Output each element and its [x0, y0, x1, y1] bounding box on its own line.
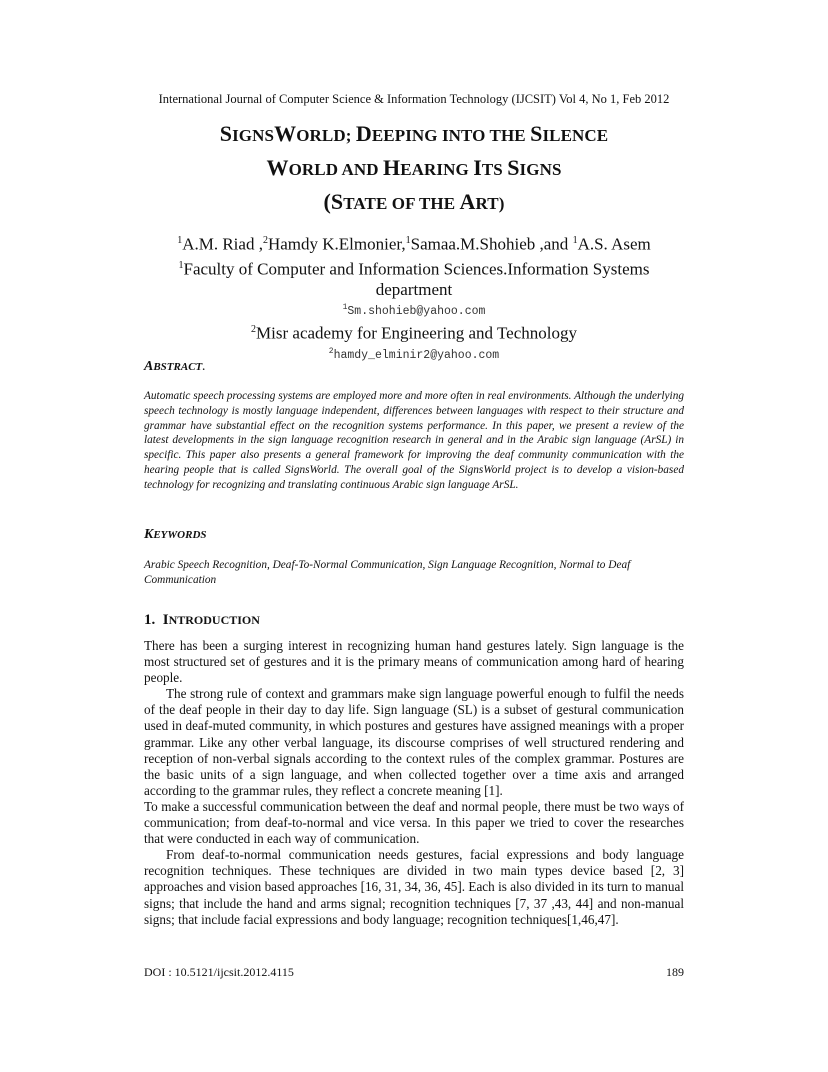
keywords-heading: KEYWORDS — [144, 527, 207, 542]
affiliation-1-continued: department — [375, 280, 453, 300]
title-line-3: (STATE OF THE ART) — [323, 189, 505, 214]
paper-title — [0, 118, 828, 220]
doi: DOI : 10.5121/ijcsit.2012.4115 — [144, 965, 294, 979]
affiliation-2: $^2$Misr academy for Engineering and Technology — [251, 323, 577, 343]
abstract-text: Automatic speech processing systems are employed more and more often in real environments. Although the underlying speech technology is mostly language independent, differences between languages with respect to their structure and grammar have substantial effect on the recognition systems performance. In this paper, we present a review of the latest developments in the sign language recognition research in general and in the Arabic sign language (ArSL) in specific. This paper also presents a general framework for improving the deaf community communication with the hearing people that is called SignsWorld. The overall goal of the SignsWorld project is to develop a vision-based technology for recognizing and translating continuous Arabic sign language ArSL. — [144, 390, 684, 491]
paragraph: From deaf-to-normal communication needs gestures, facial expressions and body language recognition techniques. These techniques are divided in two main types device based [2, 3] approaches and vision based approaches [16, 31, 34, 36, 45]. Each is also divided in its turn to manual signs; that include the hand and arms signal; recognition techniques [7, 37 ,43, 44] and non-manual signs; that include facial expressions and body language; recognition techniques[1,46,47]. — [144, 847, 684, 927]
journal-header: International Journal of Computer Science & Information Technology (IJCSIT) Vol 4, No 1, Feb 2012 — [158, 92, 670, 106]
keywords-text: Arabic Speech Recognition, Deaf-To-Normal Communication, Sign Language Recognition, Normal to Deaf Communication — [144, 559, 631, 586]
title-line-2: WORLD AND HEARING ITS SIGNS — [266, 155, 562, 180]
section-1-body — [144, 638, 684, 928]
author-block — [0, 230, 828, 363]
affiliation-1: $^1$Faculty of Computer and Information Sciences.Information Systems — [178, 259, 650, 279]
paragraph: There has been a surging interest in recognizing human hand gestures lately. Sign language is the most structured set of gestures and it is the primary means of communication among hard of hearing people. — [144, 638, 684, 686]
title-line-1: SIGNSWORLD; DEEPING INTO THE SILENCE — [219, 121, 609, 146]
email-2[interactable]: $^2$hamdy_elminir2@yahoo.com — [328, 346, 500, 362]
author-list: $^1$A.M. Riad ,$^2$Hamdy K.Elmonier,$^1$Samaa.M.Shohieb ,and $^1$A.S. Asem — [177, 234, 651, 254]
email-1[interactable]: $^1$Sm.shohieb@yahoo.com — [342, 303, 486, 319]
abstract-heading: ABSTRACT. — [144, 359, 206, 374]
paragraph: The strong rule of context and grammars make sign language powerful enough to fulfil the needs of the deaf people in their day to day life. Sign language (SL) is a subset of gestural communication used in deaf-muted community, in which postures and gestures have assigned meanings with a proper grammar. Like any other verbal language, its discourse comprises of well structured rendering and reception of non-verbal signals according to the context rules of the complex grammar. Postures are the basic units of a sign language, and when collected together over a time axis and arranged according to the grammar rules, they reflect a concrete meaning [1]. — [144, 686, 684, 798]
section-1-heading: 1. INTRODUCTION — [144, 612, 260, 628]
paragraph: To make a successful communication between the deaf and normal people, there must be two ways of communication; from deaf-to-normal and vice versa. In this paper we tried to cover the researches that were conducted in each way of communication. — [144, 798, 684, 847]
page-number: 189 — [666, 965, 684, 979]
